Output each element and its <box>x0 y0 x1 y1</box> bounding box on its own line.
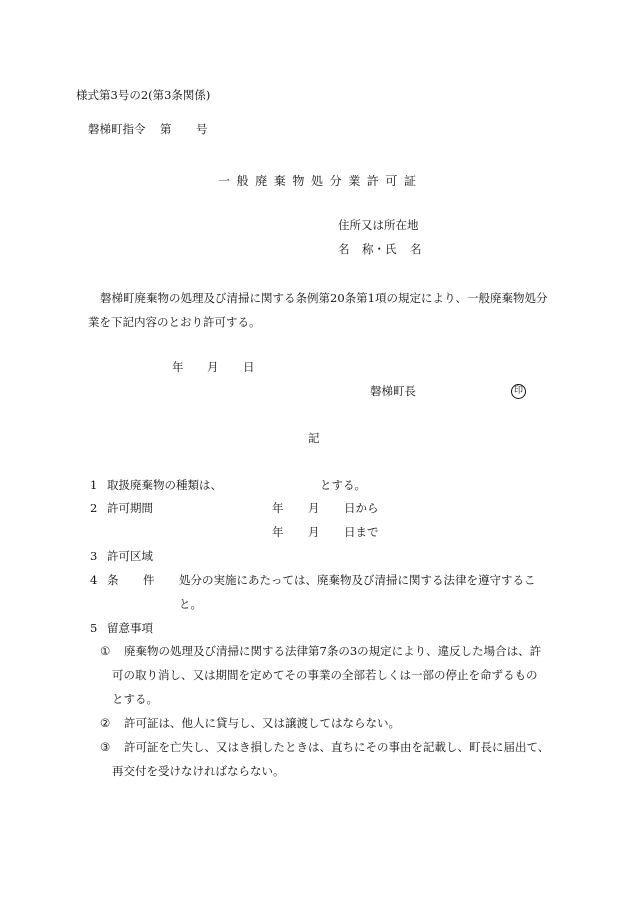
order-prefix: 磐梯町指令 <box>88 122 146 136</box>
name-label-a: 名 <box>338 242 350 256</box>
item-2-to-month: 月 <box>308 525 320 539</box>
signer-title: 磐梯町長 <box>370 384 416 398</box>
note-3-line-1: 許可証を亡失し、又はき損したときは、直ちにその事由を記載し、町長に届出て、 <box>124 740 550 754</box>
item-2-from-month: 月 <box>308 501 320 515</box>
item-2-from-year: 年 <box>272 501 284 515</box>
form-number: 様式第3号の2(第3条関係) <box>76 88 211 102</box>
item-3-number: 3 <box>90 549 98 563</box>
note-1-mark: ① <box>100 644 111 658</box>
item-2-number: 2 <box>90 501 98 515</box>
item-2-to-year: 年 <box>272 525 284 539</box>
item-4-text-line-1: 処分の実施にあたっては、廃棄物及び清掃に関する法律を遵守するこ <box>179 573 536 587</box>
note-3-mark: ③ <box>100 740 111 754</box>
item-1-number: 1 <box>90 478 98 492</box>
item-2-to-day: 日まで <box>344 525 379 539</box>
item-1-label: 取扱廃棄物の種類は、 <box>107 478 222 492</box>
document-title: 一般廃棄物処分業許可証 <box>218 174 423 188</box>
note-3-line-2: 再交付を受けなければならない。 <box>112 764 285 778</box>
date-month: 月 <box>207 360 219 374</box>
ki-heading: 記 <box>308 431 320 445</box>
name-label-c: 名 <box>410 242 422 256</box>
body-line-2: 業を下記内容のとおり許可する。 <box>88 315 261 329</box>
body-line-1: 磐梯町廃棄物の処理及び清掃に関する条例第20条第1項の規定により、一般廃棄物処分 <box>100 291 548 305</box>
item-1-tail: とする。 <box>320 478 366 492</box>
note-2-line-1: 許可証は、他人に貸与し、又は譲渡してはならない。 <box>124 716 400 730</box>
name-label-b: 称・氏 <box>362 242 397 256</box>
item-5-label: 留意事項 <box>107 621 153 635</box>
note-1-line-1: 廃棄物の処理及び清掃に関する法律第7条の3の規定により、違反した場合は、許 <box>124 644 542 658</box>
item-4-label-a: 条 <box>107 573 119 587</box>
date-day: 日 <box>243 360 255 374</box>
item-2-from-day: 日から <box>344 501 379 515</box>
seal-mark: 印 <box>511 384 526 399</box>
item-5-number: 5 <box>90 621 98 635</box>
item-3-label: 許可区域 <box>107 549 153 563</box>
item-2-label: 許可期間 <box>107 501 153 515</box>
item-4-text-line-2: と。 <box>179 597 202 611</box>
item-4-number: 4 <box>90 573 98 587</box>
note-1-line-3: とする。 <box>112 692 158 706</box>
note-2-mark: ② <box>100 716 111 730</box>
note-1-line-2: 可の取り消し、又は期間を定めてその事業の全部若しくは一部の停止を命ずるもの <box>112 668 538 682</box>
date-year: 年 <box>172 360 184 374</box>
order-dai: 第 <box>160 122 172 136</box>
order-go: 号 <box>196 122 208 136</box>
item-4-label-b: 件 <box>143 573 155 587</box>
address-label: 住所又は所在地 <box>338 218 419 232</box>
